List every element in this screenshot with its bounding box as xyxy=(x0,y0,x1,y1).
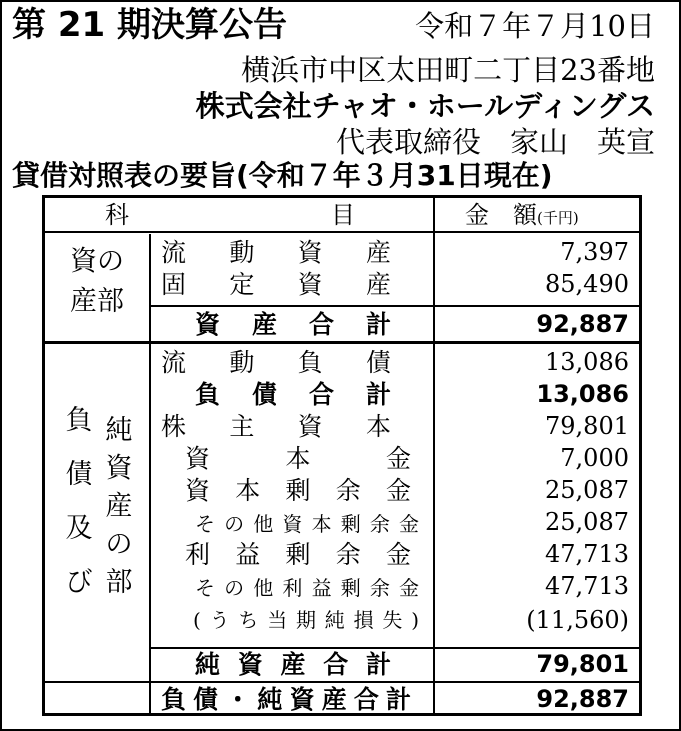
row-label-current-assets: 流動資産 xyxy=(161,238,391,267)
row-label-total-liabilities-net-assets: 負債・純資産合計 xyxy=(161,685,411,714)
row-label-total-assets: 資産合計 xyxy=(195,310,391,339)
company-name: 株式会社チャオ・ホールディングス xyxy=(195,89,655,123)
row-value-capital-surplus: 25,087 xyxy=(545,476,629,504)
row-value-capital: 7,000 xyxy=(560,444,629,472)
row-label-retained-earnings: 利益剰余金 xyxy=(185,540,411,569)
grand-total-divider xyxy=(45,681,639,683)
row-value-retained-earnings: 47,713 xyxy=(545,540,629,568)
row-value-shareholders-equity: 79,801 xyxy=(545,412,629,440)
row-value-total-liabilities-net-assets: 92,887 xyxy=(536,685,629,713)
row-value-other-capital-surplus: 25,087 xyxy=(545,508,629,536)
row-value-total-net-assets: 79,801 xyxy=(536,650,629,678)
notice-title: 第 21 期決算公告 xyxy=(12,5,287,45)
amount-divider xyxy=(433,198,435,713)
row-value-current-liabilities: 13,086 xyxy=(545,348,629,376)
row-label-fixed-assets: 固定資産 xyxy=(161,270,391,299)
representative: 代表取締役 家山 英宣 xyxy=(335,125,655,159)
row-value-total-assets: 92,887 xyxy=(536,310,629,338)
company-address: 横浜市中区太田町二丁目23番地 xyxy=(241,53,655,87)
balance-sheet-table xyxy=(42,195,642,716)
row-label-other-retained-earnings: その他利益剰余金 xyxy=(195,576,419,600)
row-label-total-liabilities: 負債合計 xyxy=(195,380,391,409)
statement-subtitle: 貸借対照表の要旨(令和７年３月31日現在) xyxy=(12,159,553,192)
header-subject-2: 目 xyxy=(331,201,355,229)
liabilities-section-label-right: 純 資 産 の 部 xyxy=(105,415,133,598)
row-label-total-net-assets: 純資産合計 xyxy=(195,650,391,679)
assets-section-divider xyxy=(45,341,639,344)
row-value-other-retained-earnings: 47,713 xyxy=(545,572,629,600)
assets-section-label: 資の 産部 xyxy=(70,246,124,317)
row-value-fixed-assets: 85,490 xyxy=(545,270,629,298)
row-label-capital-surplus: 資本剰余金 xyxy=(185,476,411,505)
header-amount: 金 額(千円) xyxy=(465,201,579,229)
row-label-capital: 資本金 xyxy=(185,444,411,473)
liabilities-section-label-left: 負 債 及 び xyxy=(65,405,93,598)
row-value-total-liabilities: 13,086 xyxy=(536,380,629,408)
row-label-shareholders-equity: 株主資本 xyxy=(161,412,391,441)
net-assets-total-divider xyxy=(149,647,639,649)
notice-date: 令和７年７月10日 xyxy=(415,9,655,43)
row-value-current-assets: 7,397 xyxy=(560,238,629,266)
header-unit: (千円) xyxy=(537,209,579,227)
row-value-net-loss: (11,560) xyxy=(526,606,629,634)
header-divider xyxy=(45,231,639,233)
header-subject-1: 科 xyxy=(105,201,129,229)
row-label-net-loss: (うち当期純損失) xyxy=(193,608,419,632)
row-label-current-liabilities: 流動負債 xyxy=(161,348,391,377)
asset-total-divider xyxy=(149,305,639,307)
row-label-other-capital-surplus: その他資本剰余金 xyxy=(195,512,419,536)
